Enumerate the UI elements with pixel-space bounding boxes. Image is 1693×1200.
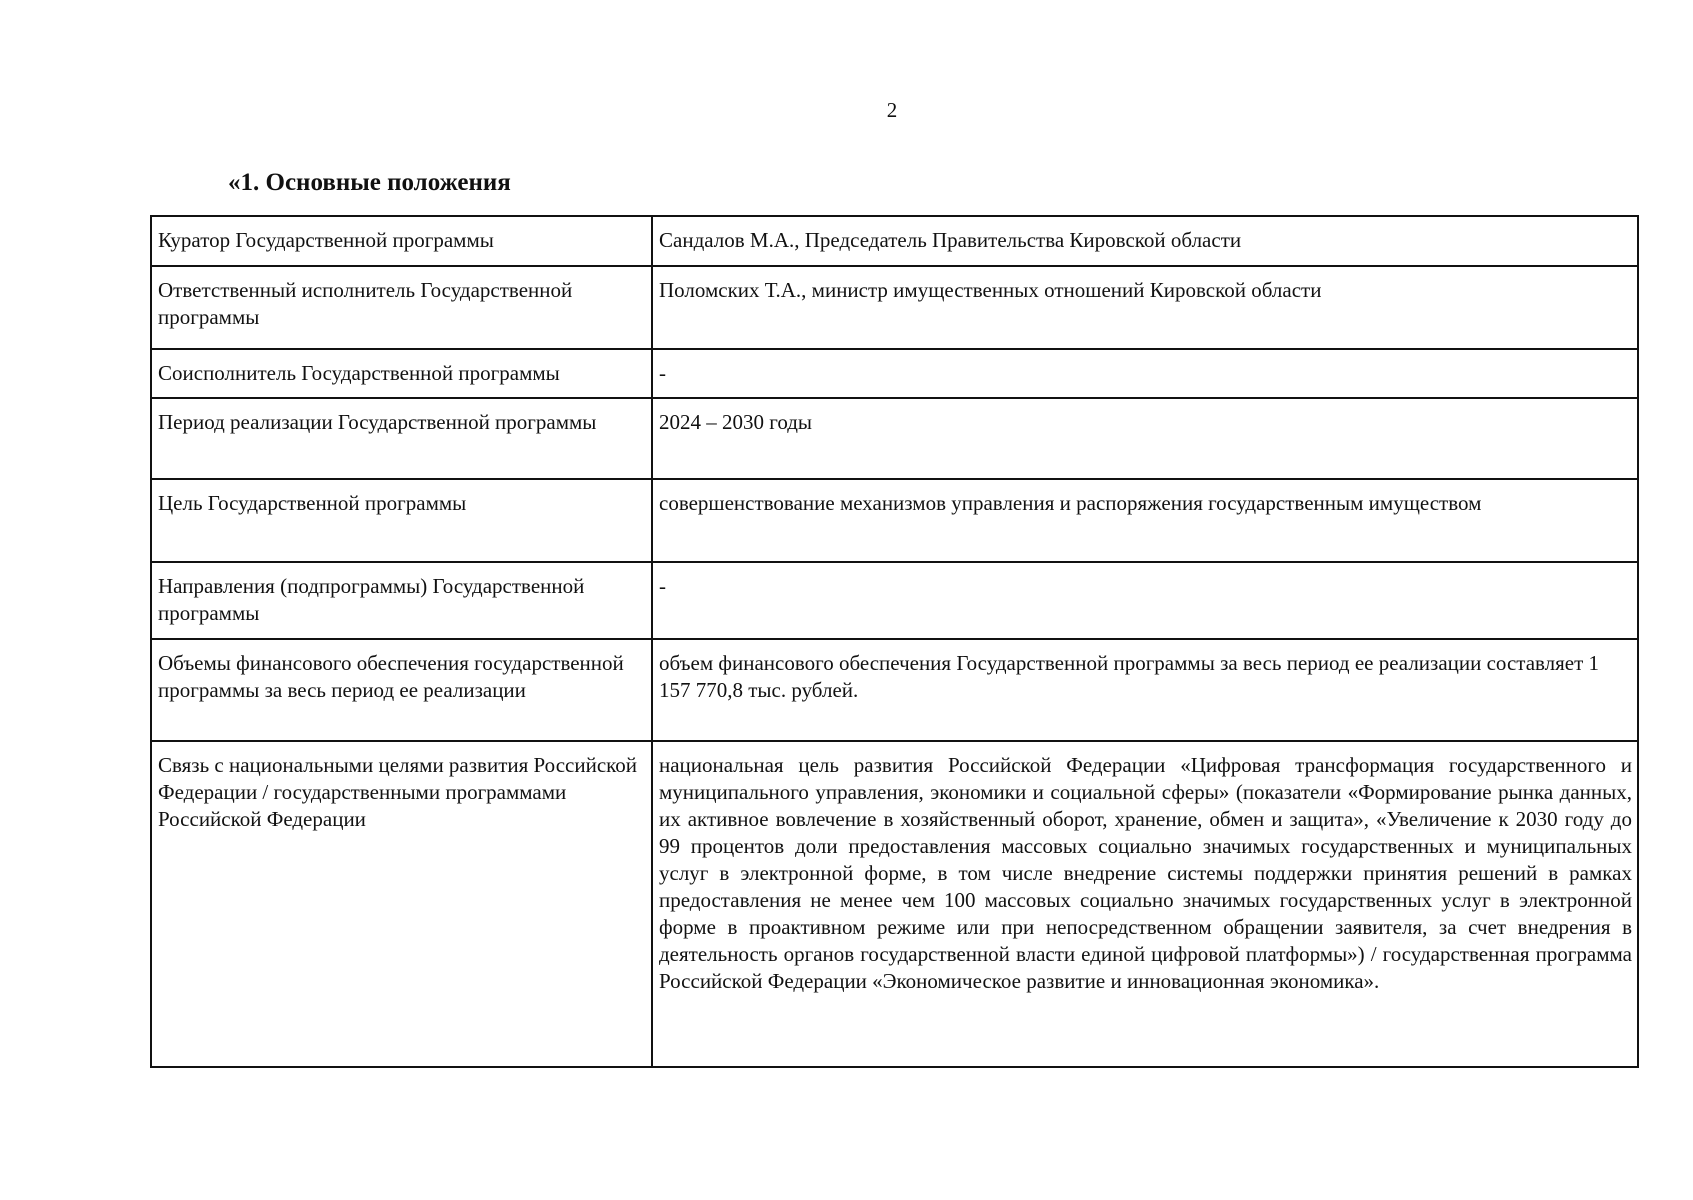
table-row-goal [151,479,1638,562]
table-row-co-executor [151,349,1638,398]
row-label: Объемы финансового обеспечения государственной программы за весь период ее реализации [151,639,652,741]
row-label: Цель Государственной программы [151,479,652,562]
row-value: Поломских Т.А., министр имущественных отношений Кировской области [652,266,1638,349]
row-value: совершенствование механизмов управления и распоряжения государственным имуществом [652,479,1638,562]
row-value: - [652,562,1638,639]
table-row-curator [151,216,1638,266]
row-value: - [652,349,1638,398]
table-row-national-goals [151,741,1638,1067]
row-label: Связь с национальными целями развития Российской Федерации / государственными программами Российской Федерации [151,741,652,1067]
row-value: национальная цель развития Российской Федерации «Цифровая трансформация государственного и муниципального управления, экономики и социальной сферы» (показатели «Формирование рынка данных, их активное вовлечение в хозяйственный оборот, хранение, обмен и защита», «Увеличение к 2030 году до 99 процентов доли предоставления массовых социально значимых государственных и муниципальных услуг в электронной форме, в том числе внедрение системы поддержки принятия решений в рамках предоставления не менее чем 100 массовых социально значимых государственных услуг в электронной форме в проактивном режиме или при непосредственном обращении заявителя, за счет внедрения в деятельность органов государственной власти единой цифровой платформы») / государственная программа Российской Федерации «Экономическое развитие и инновационная экономика». [652,741,1638,1067]
row-label: Направления (подпрограммы) Государственной программы [151,562,652,639]
row-label: Куратор Государственной программы [151,216,652,266]
table-row-responsible-executor [151,266,1638,349]
page-number: 2 [886,98,898,122]
row-label: Ответственный исполнитель Государственной программы [151,266,652,349]
section-heading: «1. Основные положения [228,169,511,196]
row-value: объем финансового обеспечения Государственной программы за весь период ее реализации составляет 1 157 770,8 тыс. рублей. [652,639,1638,741]
row-label: Соисполнитель Государственной программы [151,349,652,398]
row-value: 2024 – 2030 годы [652,398,1638,479]
row-value: Сандалов М.А., Председатель Правительства Кировской области [652,216,1638,266]
table-row-financing [151,639,1638,741]
table-row-directions [151,562,1638,639]
program-passport-table [150,215,1639,1068]
row-label: Период реализации Государственной программы [151,398,652,479]
table-row-period [151,398,1638,479]
